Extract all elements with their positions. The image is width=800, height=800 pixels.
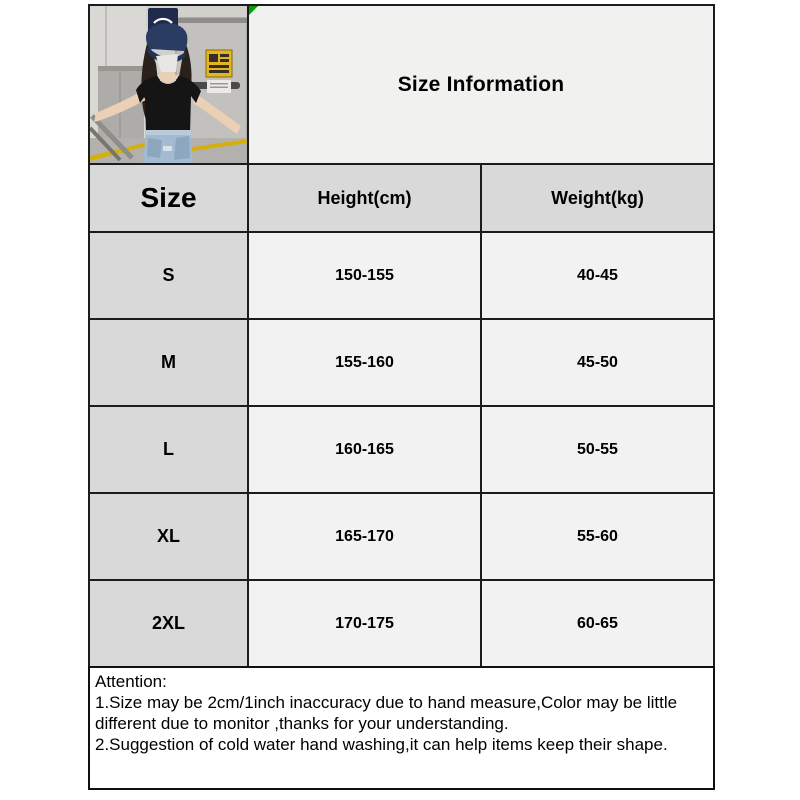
attention-heading: Attention: [95, 672, 167, 691]
height-value-s: 150-155 [249, 233, 480, 318]
weight-value-m: 45-50 [482, 320, 713, 405]
weight-value-xl: 55-60 [482, 494, 713, 579]
attention-note-1: 1.Size may be 2cm/1inch inaccuracy due to hand measure,Color may be little different due to monitor ,thanks for your understanding. [95, 693, 678, 733]
column-header-height: Height(cm) [249, 165, 480, 231]
model-photo-illustration [90, 6, 247, 163]
size-table [88, 4, 715, 668]
product-photo [90, 6, 247, 163]
weight-value-l: 50-55 [482, 407, 713, 492]
green-corner-marker-icon [249, 6, 258, 15]
height-value-2xl: 170-175 [249, 581, 480, 666]
attention-box [88, 666, 715, 790]
size-label-2xl: 2XL [90, 581, 247, 666]
height-value-xl: 165-170 [249, 494, 480, 579]
page-title: Size Information [397, 72, 565, 96]
column-header-weight: Weight(kg) [482, 165, 713, 231]
weight-value-s: 40-45 [482, 233, 713, 318]
attention-note-2: 2.Suggestion of cold water hand washing,it can help items keep their shape. [95, 735, 668, 754]
height-value-m: 155-160 [249, 320, 480, 405]
size-label-s: S [90, 233, 247, 318]
size-label-xl: XL [90, 494, 247, 579]
height-value-l: 160-165 [249, 407, 480, 492]
title-cell [249, 6, 713, 163]
size-label-l: L [90, 407, 247, 492]
warning-sign-icon [206, 50, 232, 93]
weight-value-2xl: 60-65 [482, 581, 713, 666]
column-header-size: Size [90, 165, 247, 231]
size-label-m: M [90, 320, 247, 405]
